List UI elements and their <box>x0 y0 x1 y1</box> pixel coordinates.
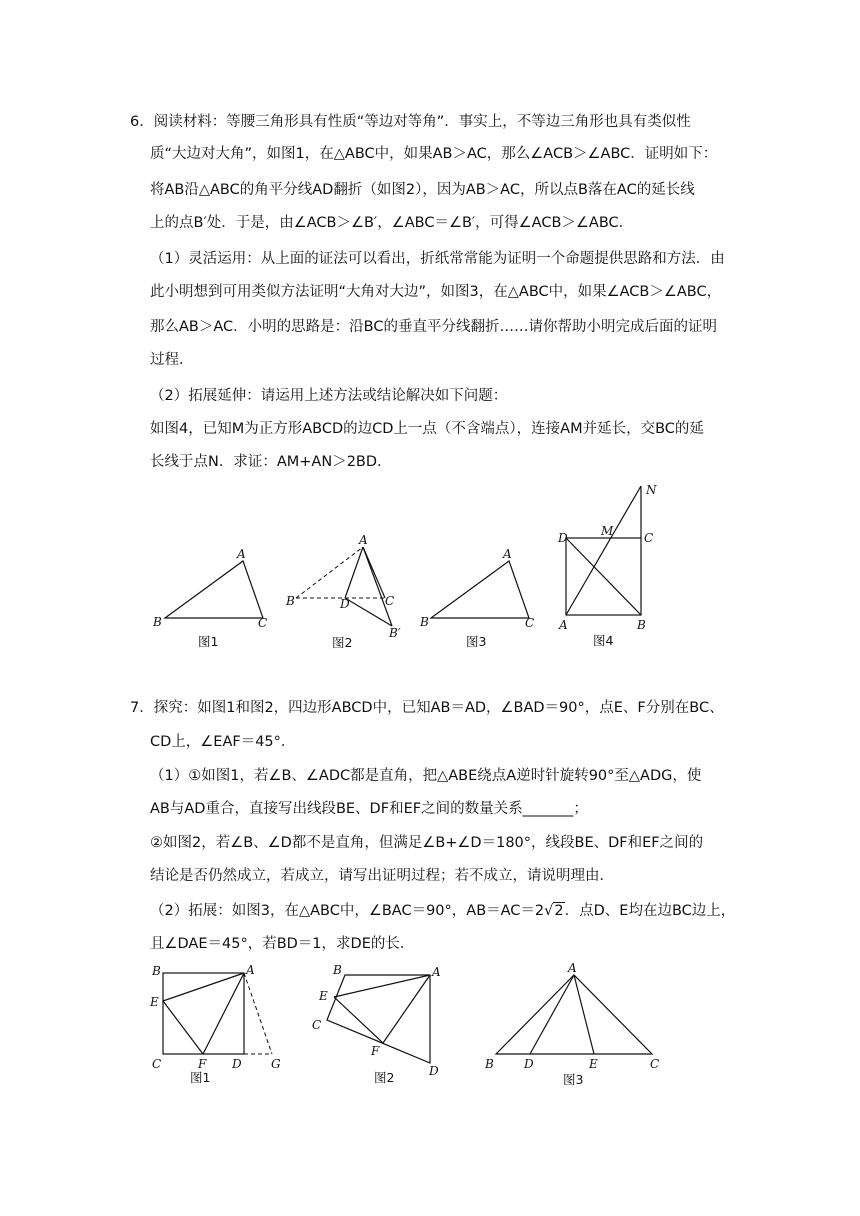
p6-fig2 <box>285 533 401 650</box>
sqrt-symbol: √2 <box>544 903 564 919</box>
p7-line-3: （1）①如图1，若∠B、∠ADC都是直角，把△ABE绕点A逆时针旋转90°至△ADG，使 <box>150 768 702 784</box>
sqrt-radicand: 2 <box>554 903 564 919</box>
p6-fig4-label-m: M <box>601 524 614 538</box>
p7-fig2-label-e: E <box>319 989 328 1003</box>
p6-fig4-label-n: N <box>646 483 657 497</box>
p6-line-9: （2）拓展延伸：请运用上述方法或结论解决如下问题： <box>150 388 508 404</box>
p7-fig1-label-c: C <box>152 1057 162 1071</box>
p7-fig3-label-e: E <box>589 1057 598 1071</box>
p6-fig2-label-d: D <box>340 597 350 611</box>
p6-fig4-label-d: D <box>558 531 568 545</box>
p7-line-7 <box>150 901 735 921</box>
p6-fig3-label-a: A <box>503 547 512 561</box>
p7-fig2-label-c: C <box>312 1018 322 1032</box>
p6-line-1: 6．阅读材料：等腰三角形具有性质“等边对等角”．事实上，不等边三角形也具有类似性 <box>130 114 691 130</box>
p7-fig1 <box>149 963 281 1085</box>
p7-fig2-label-b: B <box>333 963 342 977</box>
p6-fig2-caption: 图2 <box>332 635 353 650</box>
p7-figures <box>145 960 685 1085</box>
p7-line-7-pre: （2）拓展：如图3，在△ABC中，∠BAC＝90°，AB＝AC＝2 <box>150 903 545 919</box>
p6-fig1 <box>152 547 267 649</box>
p7-fig1-label-d: D <box>232 1057 242 1071</box>
p6-line-2: 质“大边对大角”，如图1，在△ABC中，如果AB＞AC，那么∠ACB＞∠ABC．证明如下： <box>150 146 718 162</box>
p7-line-5: ②如图2，若∠B、∠D都不是直角，但满足∠B+∠D＝180°，线段BE、DF和EF之间的 <box>150 835 704 851</box>
p7-line-4: AB与AD重合，直接写出线段BE、DF和EF之间的数量关系_______； <box>150 801 588 817</box>
p6-line-5: （1）灵活运用：从上面的证法可以看出，折纸常常能为证明一个命题提供思路和方法．由 <box>150 251 725 267</box>
p7-line-2: CD上，∠EAF＝45°． <box>150 734 296 750</box>
p7-line-6: 结论是否仍然成立，若成立，请写出证明过程；若不成立，请说明理由． <box>150 868 614 884</box>
p7-fig1-label-g: G <box>271 1057 281 1071</box>
p6-fig3 <box>419 547 534 649</box>
p7-fig2-label-d: D <box>429 1064 439 1078</box>
p6-fig1-label-b: B <box>153 615 162 629</box>
p7-fig2-label-f: F <box>371 1044 380 1058</box>
p6-line-11: 长线于点N．求证：AM+AN＞2BD． <box>150 454 392 470</box>
p7-fig1-label-a: A <box>246 963 255 977</box>
p6-fig4 <box>557 483 657 648</box>
p6-fig3-label-b: B <box>420 615 429 629</box>
p6-fig4-label-c: C <box>644 531 654 545</box>
p7-fig2 <box>312 963 441 1085</box>
p7-fig3-label-a: A <box>568 961 577 975</box>
p7-fig1-label-e: E <box>150 995 159 1009</box>
p6-line-8: 过程． <box>150 352 194 368</box>
p7-fig3 <box>484 961 659 1085</box>
p7-line-1: 7．探究：如图1和图2，四边形ABCD中，已知AB＝AD，∠BAD＝90°，点E、F分别在BC、 <box>130 700 724 716</box>
p6-fig4-label-a: A <box>559 618 568 632</box>
p7-fig2-label-a: A <box>432 965 441 979</box>
p6-fig2-label-b: B <box>286 594 295 608</box>
p6-fig1-label-a: A <box>237 547 246 561</box>
p7-fig1-label-b: B <box>152 964 161 978</box>
p7-fig1-caption: 图1 <box>190 1070 211 1085</box>
p6-line-7: 那么AB＞AC．小明的思路是：沿BC的垂直平分线翻折……请你帮助小明完成后面的证明 <box>150 319 717 335</box>
p6-fig2-label-c: C <box>385 594 395 608</box>
p7-fig3-label-b: B <box>485 1057 494 1071</box>
p6-figures <box>150 480 740 660</box>
p7-fig1-label-f: F <box>198 1057 207 1071</box>
p6-fig2-label-a: A <box>359 533 368 547</box>
p6-line-10: 如图4，已知M为正方形ABCD的边CD上一点（不含端点），连接AM并延长，交BC的延 <box>150 421 704 437</box>
p6-fig4-caption: 图4 <box>593 633 614 648</box>
p6-fig1-caption: 图1 <box>198 634 219 649</box>
p6-fig3-label-c: C <box>525 616 535 630</box>
p7-fig3-label-c: C <box>650 1057 660 1071</box>
p7-line-7-post: ．点D、E均在边BC边上， <box>564 903 736 919</box>
p7-fig3-caption: 图3 <box>563 1072 584 1085</box>
p6-fig2-label-bp: B′ <box>389 626 401 640</box>
p6-fig1-label-c: C <box>258 616 268 630</box>
p6-line-4: 上的点B′处．于是，由∠ACB＞∠B′，∠ABC＝∠B′，可得∠ACB＞∠ABC． <box>150 215 634 231</box>
p7-fig3-label-d: D <box>524 1057 534 1071</box>
p6-fig3-caption: 图3 <box>466 634 487 649</box>
p6-line-6: 此小明想到可用类似方法证明“大角对大边”，如图3，在△ABC中，如果∠ACB＞∠ABC， <box>150 284 722 300</box>
p7-line-8: 且∠DAE＝45°，若BD＝1，求DE的长． <box>150 936 415 952</box>
p6-fig4-label-b: B <box>637 618 646 632</box>
p6-line-3: 将AB沿△ABC的角平分线AD翻折（如图2），因为AB＞AC，所以点B落在AC的延长线 <box>150 182 695 198</box>
p7-fig2-caption: 图2 <box>374 1070 395 1085</box>
